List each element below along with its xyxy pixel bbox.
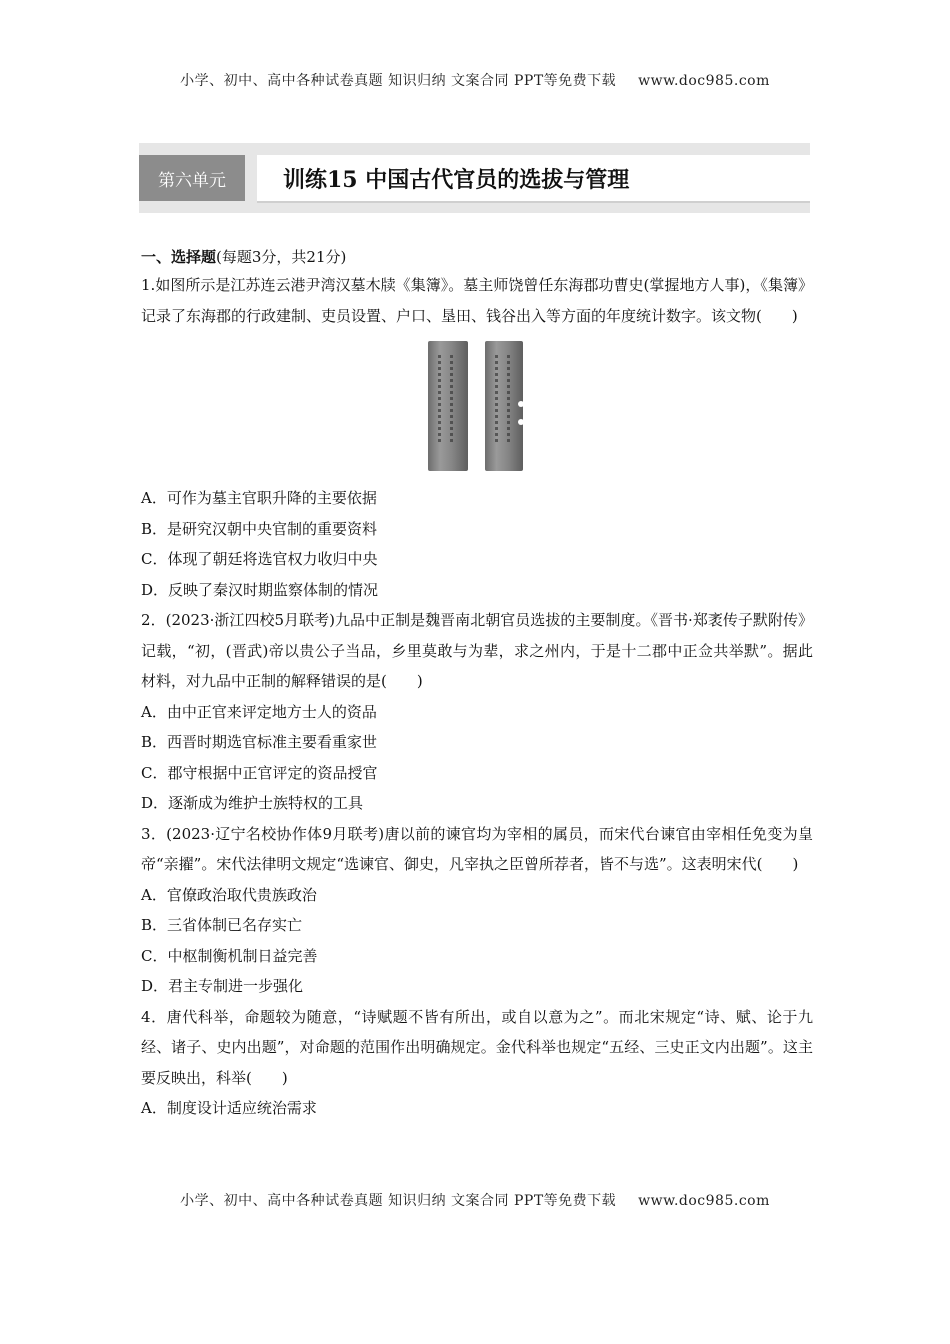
- section-heading: [141, 244, 813, 270]
- footer-url[interactable]: www.doc985.com: [638, 1193, 770, 1209]
- footer-text: 小学、初中、高中各种试卷真题 知识归纳 文案合同 PPT等免费下载: [180, 1193, 617, 1209]
- section-score-note: (每题3分，共21分): [216, 248, 347, 266]
- page-title: 训练15 中国古代官员的选拔与管理: [257, 155, 810, 203]
- header-url[interactable]: www.doc985.com: [638, 73, 770, 89]
- question-2-option-c: C．郡守根据中正官评定的资品授官: [141, 763, 378, 782]
- unit-banner: [139, 143, 810, 213]
- question-4-stem: 4．唐代科举，命题较为随意，“诗赋题不皆有所出，或自以意为之”。而北宋规定“诗、赋、论于九经、诸子、史内出题”，对命题的范围作出明确规定。金代科举也规定“五经、三史正文内出题”。这主要反映出，科举( ): [141, 1007, 813, 1087]
- question-3-option-a: A．官僚政治取代贵族政治: [141, 885, 317, 904]
- question-3-option-b: B．三省体制已名存实亡: [141, 916, 303, 934]
- question-2-option-b: B．西晋时期选官标准主要看重家世: [141, 733, 378, 751]
- wooden-slip-left: [428, 341, 468, 471]
- question-4-option-a: A．制度设计适应统治需求: [141, 1099, 317, 1117]
- question-2-option-d: D．逐渐成为维护士族特权的工具: [141, 794, 364, 812]
- exercise-content: [141, 244, 813, 1124]
- question-1-option-c: C．体现了朝廷将选官权力收归中央: [141, 550, 378, 568]
- question-1-option-d: D．反映了秦汉时期监察体制的情况: [141, 580, 379, 599]
- question-2-stem: 2．(2023·浙江四校5月联考)九品中正制是魏晋南北朝官员选拔的主要制度。《晋书·郑袤传子默附传》记载，“初，(晋武)帝以贵公子当品，乡里莫敢与为辈，求之州内，于是十二郡中正佥共举默”。据此材料，对九品中正制的解释错误的是( ): [141, 611, 813, 690]
- header-text: 小学、初中、高中各种试卷真题 知识归纳 文案合同 PPT等免费下载: [180, 73, 617, 89]
- page-header: [0, 70, 950, 90]
- question-3-option-c: C．中枢制衡机制日益完善: [141, 946, 318, 965]
- section-title: 一、选择题: [141, 248, 217, 266]
- question-2-option-a: A．由中正官来评定地方士人的资品: [141, 702, 377, 721]
- question-1-stem: 1.如图所示是江苏连云港尹湾汉墓木牍《集簿》。墓主师饶曾任东海郡功曹史(掌握地方人事)，《集簿》记录了东海郡的行政建制、吏员设置、户口、垦田、钱谷出入等方面的年度统计数字。该文物( ): [141, 276, 813, 325]
- page-footer: [0, 1190, 950, 1210]
- wooden-slips-figure: [141, 335, 813, 479]
- question-1-option-b: B．是研究汉朝中央官制的重要资料: [141, 519, 378, 538]
- wooden-slip-right: [485, 341, 523, 471]
- question-3-stem: 3．(2023·辽宁名校协作体9月联考)唐以前的谏官均为宰相的属员，而宋代台谏官由宰相任免变为皇帝“亲擢”。宋代法律明文规定“选谏官、御史，凡宰执之臣曾所荐者，皆不与选”。这表明宋代( ): [141, 824, 813, 873]
- unit-label: 第六单元: [139, 155, 245, 201]
- question-3-option-d: D．君主专制进一步强化: [141, 977, 304, 995]
- question-1-option-a: A．可作为墓主官职升降的主要依据: [141, 489, 377, 507]
